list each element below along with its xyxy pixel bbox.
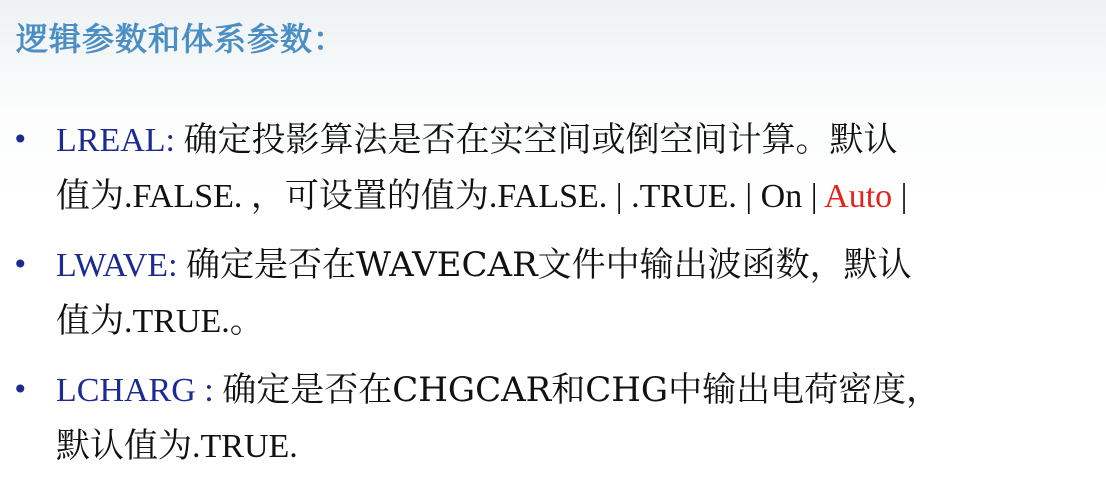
keyword-separator: : [168,247,187,284]
list-item-line [56,169,1102,225]
keyword-separator: : [165,122,184,159]
parameter-keyword: LREAL [56,122,166,159]
description-text: 确定投影算法是否在实空间或倒空间计算。默认 [183,120,898,160]
list-item-line [56,419,1102,475]
keyword-separator: : [195,372,223,409]
description-text: 确定是否在CHGCAR和CHG中输出电荷密度， [222,370,941,410]
description-text: 默认值为.TRUE. [56,428,298,465]
list-item-line [56,112,1102,169]
description-text: | [892,178,908,215]
parameter-keyword: LWAVE [56,247,169,284]
bullet-list [12,112,1102,487]
highlight-value: Auto [824,178,893,215]
bullet-dot-icon: • [12,123,29,156]
list-item-line [56,294,1102,350]
list-item-line [56,362,1102,419]
parameter-keyword: LCHARG [56,372,196,409]
bullet-dot-icon: • [12,248,29,281]
description-text: 确定是否在WAVECAR文件中输出波函数，默认 [186,245,912,285]
list-item-lreal [12,112,1102,225]
bullet-dot-icon: • [12,373,29,406]
list-item-line [56,237,1102,294]
slide-title: 逻辑参数和体系参数： [16,20,347,58]
description-text: 值为.TRUE.。 [56,303,264,340]
list-item-lwave [12,237,1102,350]
list-item-lcharg [12,362,1102,475]
description-text: 值为.FALSE. ，可设置的值为.FALSE. | .TRUE. | On | [56,178,825,215]
